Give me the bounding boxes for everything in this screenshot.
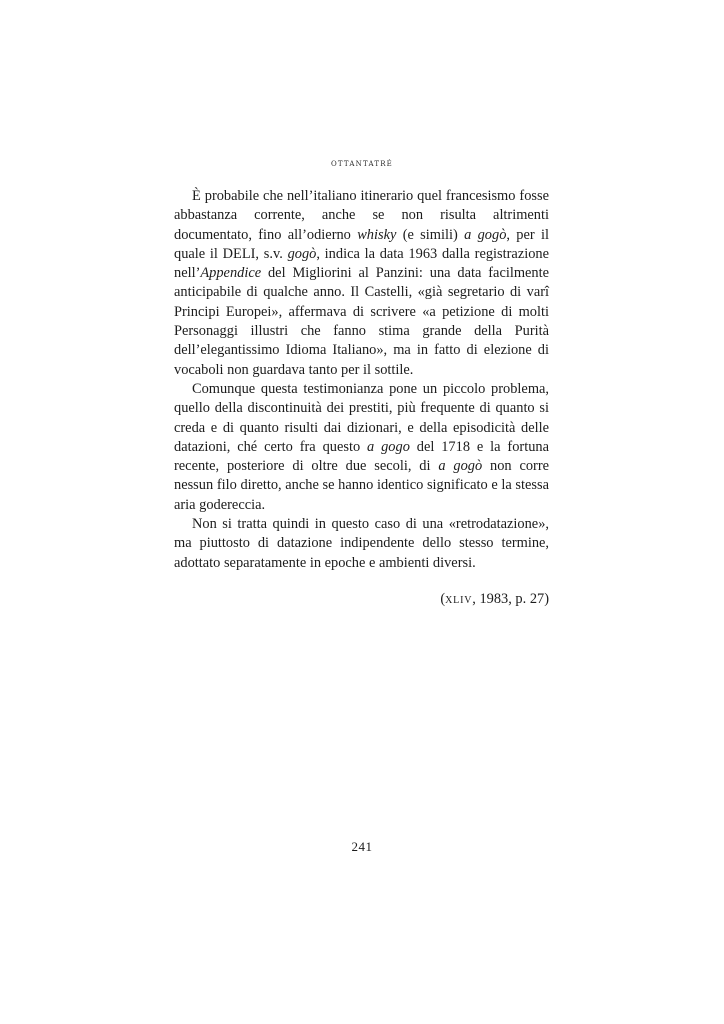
text-run: (e simili) (396, 226, 465, 243)
text-run: del 1718 e la fortuna recente, posteriore di oltre due secoli, di (174, 438, 549, 475)
citation-volume: xliv (445, 590, 473, 607)
italic-term: a gogo (367, 438, 410, 455)
body-text (174, 187, 549, 609)
running-head: ottantatré (330, 158, 393, 169)
text-run: , indica la data 1963 dalla registrazione nell’ (174, 245, 549, 282)
italic-term: Appendice (200, 265, 262, 282)
text-run: del Migliorini al Panzini: una data facilmente anticipabile di qualche anno. Il Castelli, «già segretario di varî Principi Europei», affermava di scrivere «a petizione di molti Personaggi illustri che fanno stima grande della Purità dell’elegantissimo Idioma Italiano», ma in fatto di elezione di vocaboli non guardava tanto per il sottile. (174, 265, 549, 378)
source-citation: (xliv, 1983, p. 27) (440, 590, 549, 607)
paragraph-2 (174, 380, 549, 515)
italic-term: a gogò (438, 458, 483, 475)
paragraph-1 (174, 187, 549, 380)
text-run: Comunque questa testimonianza pone un piccolo problema, quello della discontinuità dei prestiti, più frequente di quanto si creda e di quanto risulti dai dizionari, e della episodicità delle datazioni, ché certo fra questo (174, 380, 549, 455)
paragraph-3 (174, 515, 549, 573)
text-run: , per il quale il DELI, s.v. (174, 226, 549, 262)
text-run: non corre nessun filo diretto, anche se hanno identico significato e la stessa aria godereccia. (174, 458, 549, 513)
italic-term: gogò (287, 245, 317, 262)
page-number: 241 (351, 839, 373, 854)
italic-term: a gogò (464, 226, 507, 243)
italic-term: whisky (357, 226, 397, 243)
text-run: Non si tratta quindi in questo caso di una «retrodatazione», ma piuttosto di datazione indipendente dello stesso termine, adottato separatamente in epoche e ambienti diversi. (174, 516, 549, 571)
text-run: È probabile che nell’italiano itinerario quel francesismo fosse abbastanza corrente, anche se non risulta altrimenti documentato, fino all’odierno (174, 188, 549, 243)
